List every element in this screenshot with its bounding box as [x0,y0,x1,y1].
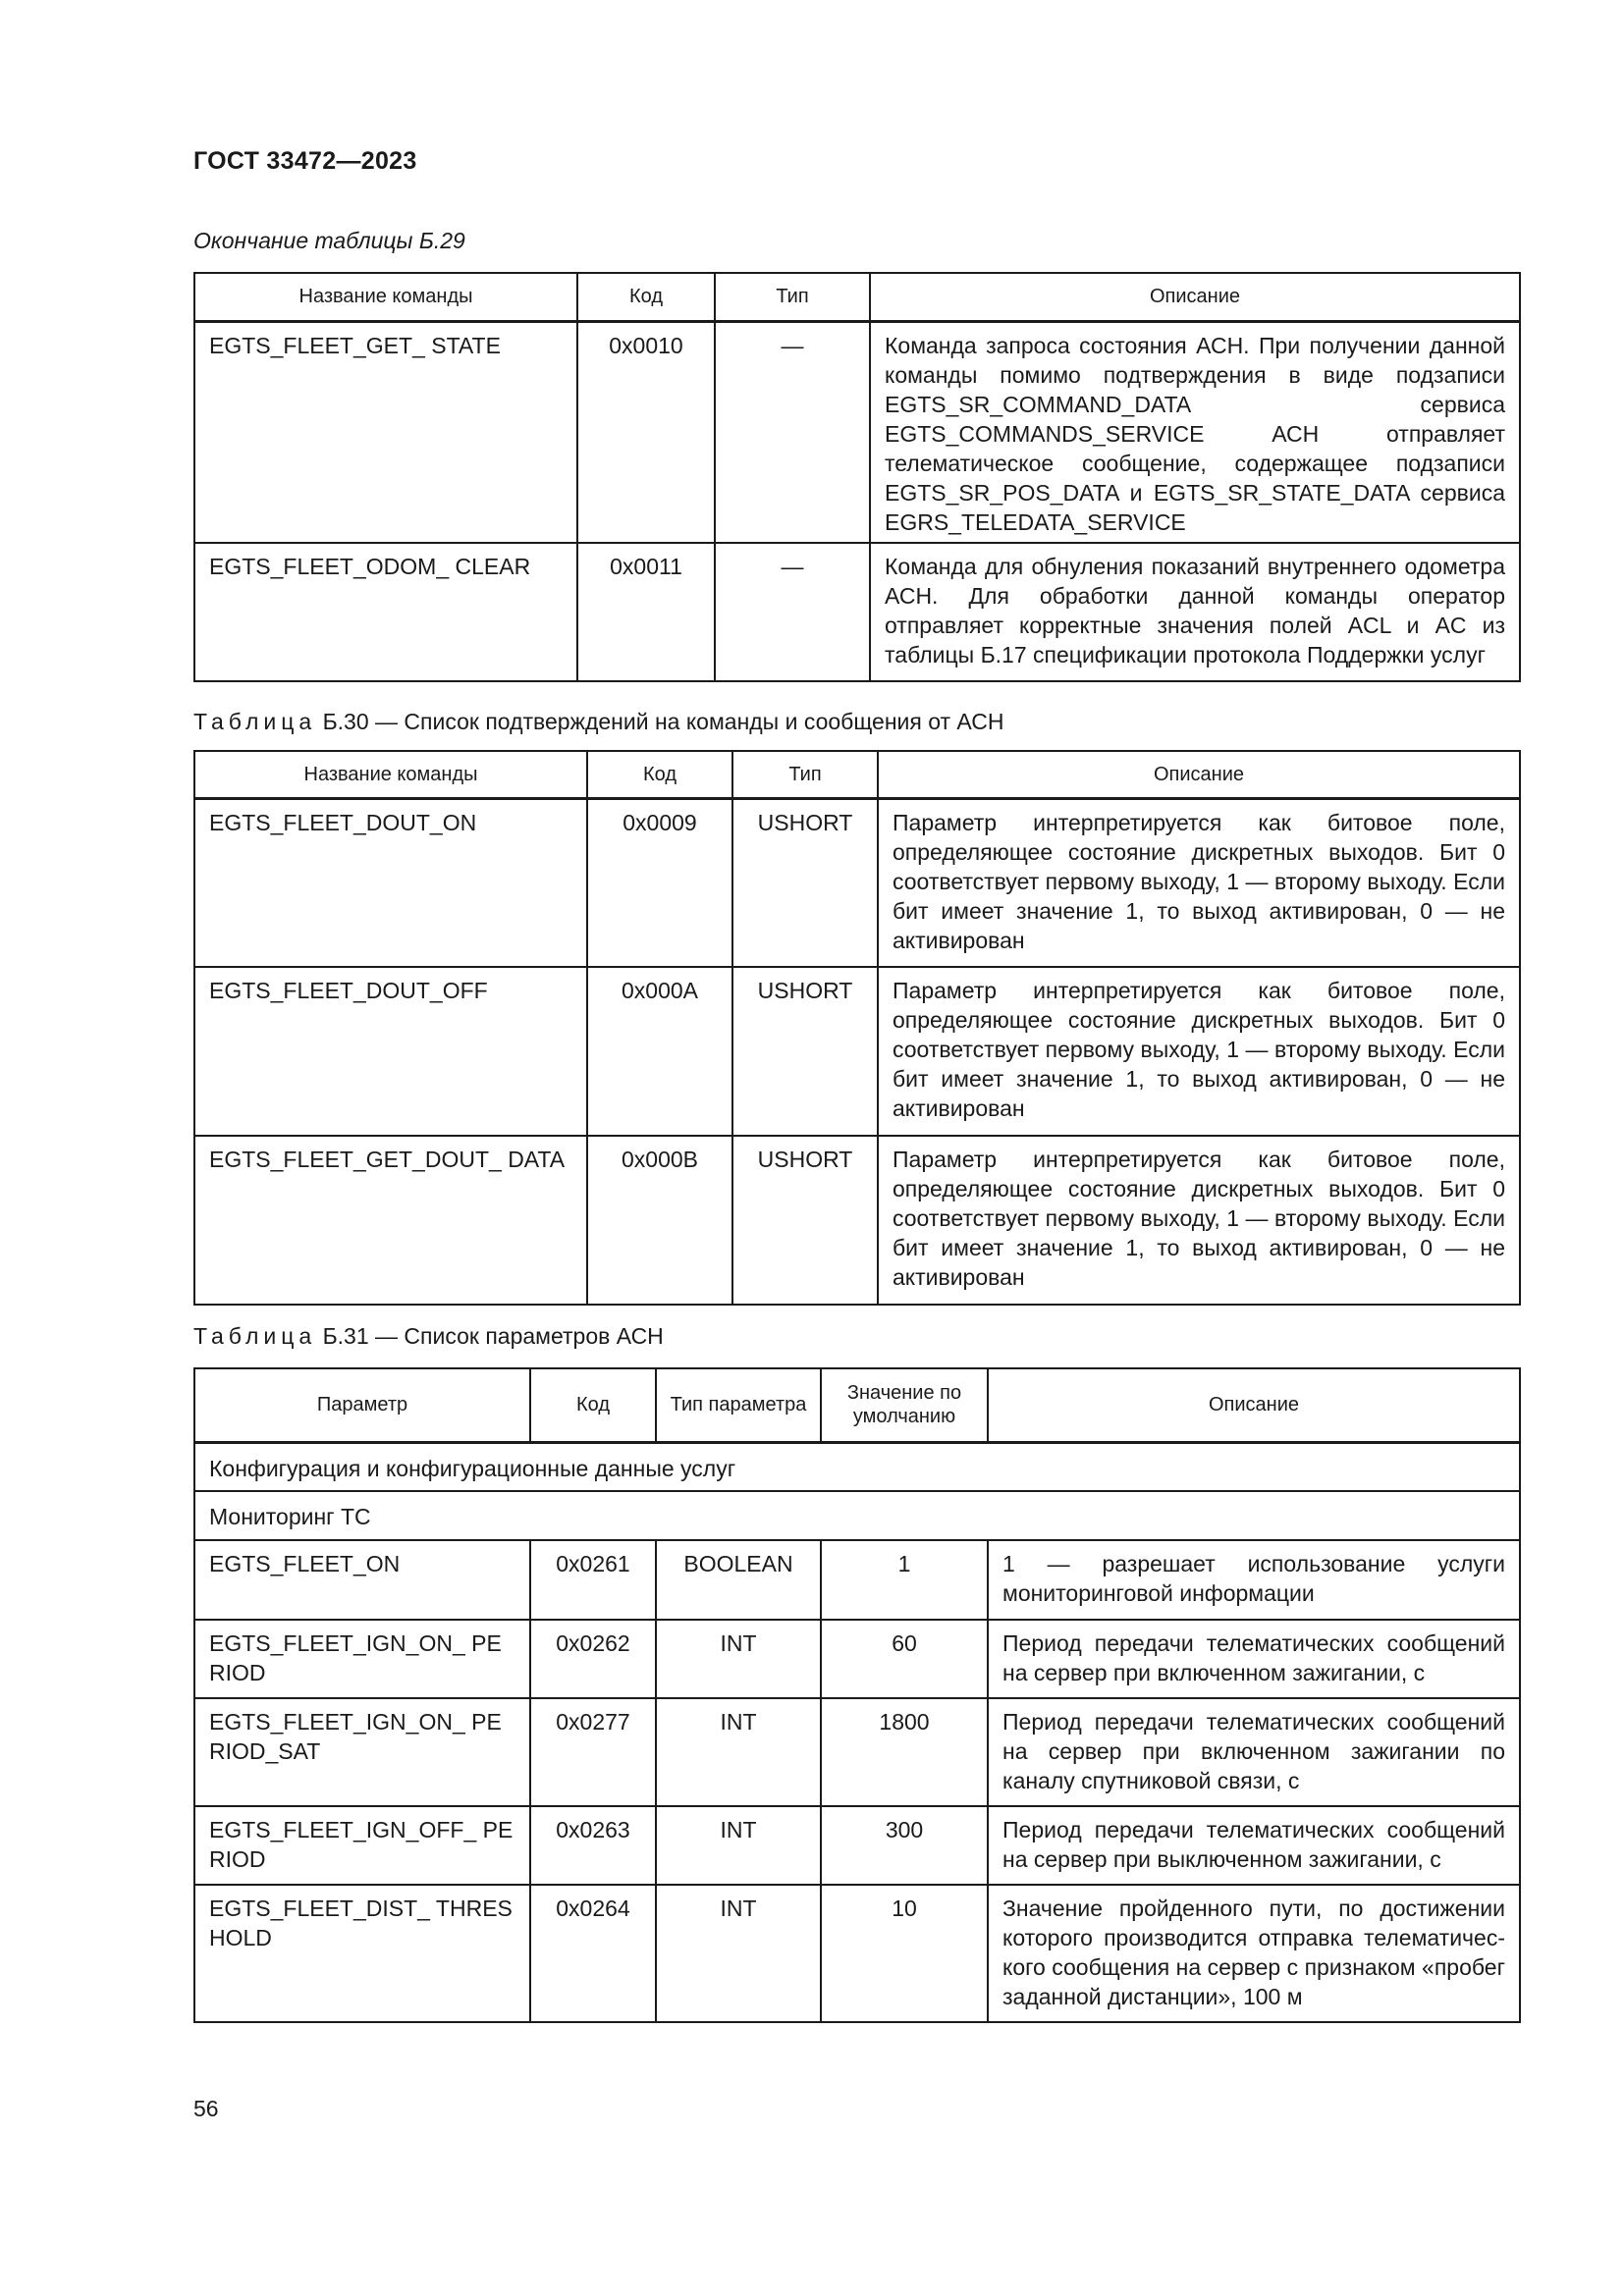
table-b30 [193,750,1521,1306]
column-header: Значение по умолчанию [821,1368,988,1442]
default-value-cell: 60 [821,1620,988,1698]
column-header: Код [587,751,732,798]
command-name-cell: EGTS_FLEET_DOUT_OFF [194,967,587,1136]
table-header-row [194,1368,1520,1442]
description-cell: Параметр интерпретируется как битовое поле, определяющее состояние дискретных выходов. Бит 0 соответствует первому выходу, 1 — второму выходу. Если бит имеет значение 1, то выход активирован, 0 — не активирован [878,1136,1520,1305]
table-row [194,798,1520,967]
parameter-name-cell: EGTS_FLEET_IGN_ON_ PERIOD_SAT [194,1698,530,1806]
description-cell: Период передачи телематических сообщений на сервер при включенном зажигании по каналу спутниковой связи, с [988,1698,1520,1806]
table-b29-caption: Окончание таблицы Б.29 [193,228,465,253]
caption-text: Б.30 — Список подтверждений на команды и сообщения от АСН [316,709,1004,734]
column-header: Тип [715,273,870,321]
type-cell: — [715,321,870,543]
table-row [194,1698,1520,1806]
description-cell: Команда для обнуления показаний внутреннего одометра АСН. Для обработки данной команды оператор отправляет корректные значения полей ACL и AC из таблицы Б.17 спецификации протокола Поддержки услуг [870,543,1520,681]
table-b30-caption [193,709,1003,735]
description-cell: Период передачи телематических сообщений на сервер при включенном зажигании, с [988,1620,1520,1698]
command-name-cell: EGTS_FLEET_GET_DOUT_ DATA [194,1136,587,1305]
table-row [194,543,1520,681]
table-header-row [194,273,1520,321]
type-cell: — [715,543,870,681]
column-header: Параметр [194,1368,530,1442]
code-cell: 0x0010 [577,321,715,543]
table-b29 [193,272,1521,682]
subsection-title-cell: Мониторинг ТС [194,1491,1520,1540]
column-header: Описание [988,1368,1520,1442]
code-cell: 0x000B [587,1136,732,1305]
code-cell: 0x0262 [530,1620,656,1698]
table-b31-caption [193,1323,664,1350]
column-header: Название команды [194,273,577,321]
section-row [194,1442,1520,1491]
type-cell: INT [656,1620,821,1698]
description-cell: Значение пройденного пути, по достижении которого производится отправка телематичес-кого сообщения на сервер с признаком «пробег заданной дистанции», 100 м [988,1885,1520,2022]
section-row [194,1491,1520,1540]
parameter-name-cell: EGTS_FLEET_IGN_OFF_ PERIOD [194,1806,530,1885]
type-cell: INT [656,1698,821,1806]
column-header: Код [577,273,715,321]
table-row [194,1885,1520,2022]
table-row [194,1806,1520,1885]
description-cell: 1 — разрешает использование услуги мониторинговой информации [988,1540,1520,1620]
page-title: ГОСТ 33472—2023 [193,147,417,175]
column-header: Тип параметра [656,1368,821,1442]
code-cell: 0x0264 [530,1885,656,2022]
caption-text: Б.31 — Список параметров АСН [316,1323,664,1349]
type-cell: INT [656,1885,821,2022]
description-cell: Параметр интерпретируется как битовое поле, определяющее состояние дискретных выходов. Бит 0 соответствует первому выходу, 1 — второму выходу. Если бит имеет значение 1, то выход активирован, 0 — не активирован [878,798,1520,967]
table-b31 [193,1367,1521,2023]
code-cell: 0x0263 [530,1806,656,1885]
description-cell: Период передачи телематических сообщений на сервер при выключенном зажигании, с [988,1806,1520,1885]
caption-label: Таблица [193,709,317,734]
column-header: Код [530,1368,656,1442]
table-row [194,967,1520,1136]
default-value-cell: 300 [821,1806,988,1885]
default-value-cell: 1800 [821,1698,988,1806]
section-title-cell: Конфигурация и конфигурационные данные услуг [194,1442,1520,1491]
default-value-cell: 10 [821,1885,988,2022]
table-row [194,321,1520,543]
description-cell: Команда запроса состояния АСН. При получении данной команды помимо подтверждения в виде подзаписи EGTS_SR_COMMAND_DATA сервиса EGTS_COMMANDS_SERVICE АСН отправляет телематическое сообщение, содержащее подзаписи EGTS_SR_POS_DATA и EGTS_SR_STATE_DATA сервиса EGRS_TELEDATA_SERVICE [870,321,1520,543]
table-row [194,1620,1520,1698]
default-value-cell: 1 [821,1540,988,1620]
type-cell: USHORT [732,798,878,967]
type-cell: BOOLEAN [656,1540,821,1620]
parameter-name-cell: EGTS_FLEET_IGN_ON_ PERIOD [194,1620,530,1698]
table-header-row [194,751,1520,798]
column-header: Описание [878,751,1520,798]
table-row [194,1540,1520,1620]
command-name-cell: EGTS_FLEET_ODOM_ CLEAR [194,543,577,681]
type-cell: INT [656,1806,821,1885]
command-name-cell: EGTS_FLEET_DOUT_ON [194,798,587,967]
table-row [194,1136,1520,1305]
column-header: Тип [732,751,878,798]
code-cell: 0x0261 [530,1540,656,1620]
type-cell: USHORT [732,1136,878,1305]
description-cell: Параметр интерпретируется как битовое поле, определяющее состояние дискретных выходов. Бит 0 соответствует первому выходу, 1 — второму выходу. Если бит имеет значение 1, то выход активирован, 0 — не активирован [878,967,1520,1136]
type-cell: USHORT [732,967,878,1136]
code-cell: 0x0011 [577,543,715,681]
caption-label: Таблица [193,1323,317,1349]
column-header: Описание [870,273,1520,321]
page-number: 56 [193,2096,219,2121]
code-cell: 0x0009 [587,798,732,967]
column-header: Название команды [194,751,587,798]
code-cell: 0x0277 [530,1698,656,1806]
parameter-name-cell: EGTS_FLEET_DIST_ THRESHOLD [194,1885,530,2022]
parameter-name-cell: EGTS_FLEET_ON [194,1540,530,1620]
command-name-cell: EGTS_FLEET_GET_ STATE [194,321,577,543]
code-cell: 0x000A [587,967,732,1136]
